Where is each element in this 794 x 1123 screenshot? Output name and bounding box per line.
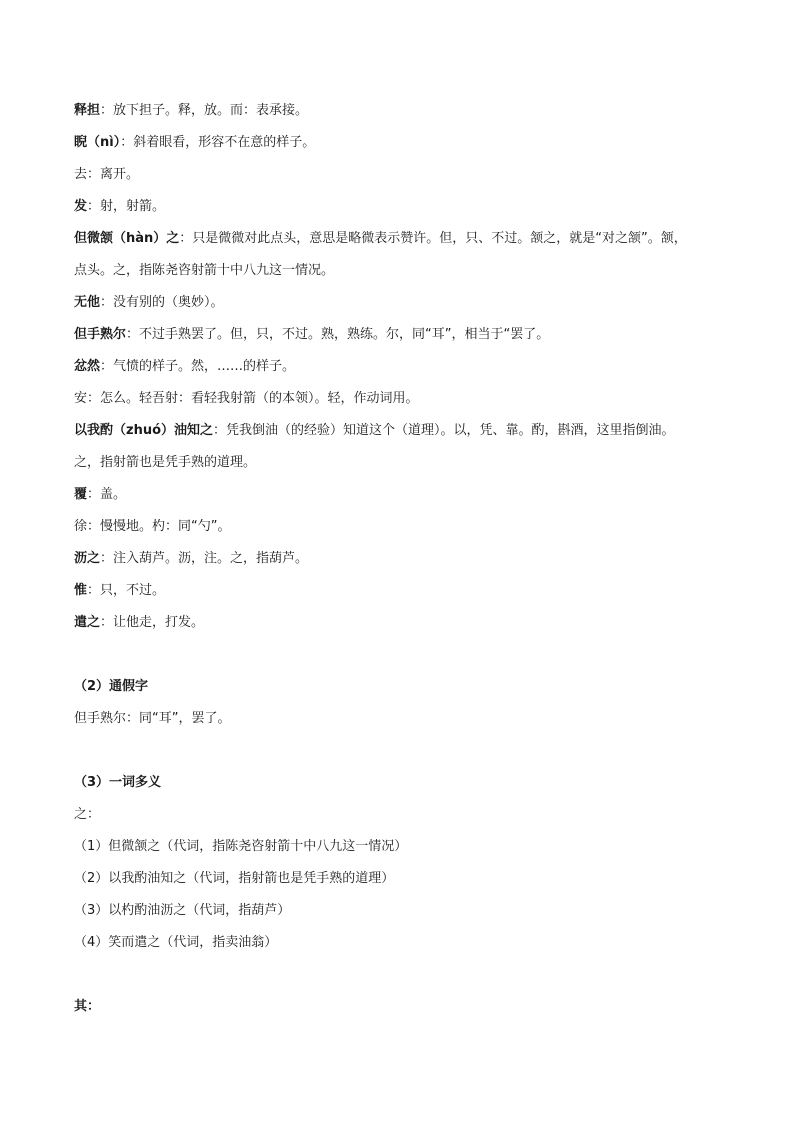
- glossary-line: [74, 421, 675, 441]
- glossary-line: [74, 229, 687, 249]
- glossary-line: [74, 325, 549, 345]
- definition: 安：怎么。轻吾射：看轻我射箭（的本领）。轻，作动词用。: [74, 391, 419, 406]
- term: 但手熟尔: [74, 327, 127, 342]
- yiciduoyi-item: （4）笑而遣之（代词，指卖油翁）: [74, 935, 278, 950]
- term: 睨（nì）: [74, 135, 121, 150]
- glossary-line: [74, 485, 126, 505]
- term: 遣之: [74, 615, 101, 630]
- glossary-line: [74, 197, 165, 217]
- glossary-line: [74, 581, 165, 601]
- definition: ：离开。: [87, 167, 140, 182]
- term: 覆: [74, 487, 88, 502]
- section-heading-tongjiazi: （2）通假字: [74, 679, 149, 694]
- definition: ：射，射箭。: [87, 199, 166, 214]
- tongjiazi-content: 但手熟尔：同“耳”，罢了。: [74, 711, 231, 726]
- yiciduoyi-item: （3）以杓酌油沥之（代词，指葫芦）: [74, 903, 291, 918]
- definition: 之，指射箭也是凭手熟的道理。: [74, 455, 257, 470]
- glossary-line: [74, 613, 204, 633]
- glossary-line: [74, 261, 334, 281]
- term: 释担: [74, 103, 101, 118]
- yiciduoyi-item: （2）以我酌油知之（代词，指射箭也是凭手熟的道理）: [74, 871, 395, 886]
- glossary-line: [74, 389, 419, 409]
- term: 发: [74, 199, 88, 214]
- glossary-line: [74, 165, 139, 185]
- glossary-line: [74, 517, 230, 537]
- term: 去: [74, 167, 88, 182]
- definition: ：不过手熟罢了。但，只，不过。熟，熟练。尔，同“耳”，相当于“罢了。: [126, 327, 550, 342]
- section-heading-yiciduoyi: （3）一词多义: [74, 775, 162, 790]
- glossary-line: [74, 549, 308, 569]
- definition: ：让他走，打发。: [100, 615, 205, 630]
- glossary-line: [74, 293, 224, 313]
- definition: ：凭我倒油（的经验）知道这个（道理）。以，凭、靠。酌，斟酒，这里指倒油。: [213, 423, 675, 438]
- definition: ：只，不过。: [87, 583, 166, 598]
- term: 沥之: [74, 551, 101, 566]
- definition: ：没有别的（奥妙）。: [100, 295, 224, 310]
- qi-label: 其：: [74, 999, 101, 1014]
- term: 以我酌（zhuó）油知之: [74, 423, 214, 438]
- definition: ：盖。: [87, 487, 127, 502]
- yiciduoyi-item: （1）但微颔之（代词，指陈尧咨射箭十中八九这一情况）: [74, 839, 408, 854]
- definition: 徐：慢慢地。杓：同“勺”。: [74, 519, 231, 534]
- term: 无他: [74, 295, 101, 310]
- definition: ：注入葫芦。沥，注。之，指葫芦。: [100, 551, 309, 566]
- term: 但微颔（hàn）之: [74, 231, 180, 246]
- term: 忿然: [74, 359, 101, 374]
- definition: ：放下担子。释，放。而：表承接。: [100, 103, 309, 118]
- definition: ：气愤的样子。然，……的样子。: [100, 359, 296, 374]
- glossary-line: [74, 133, 315, 153]
- definition: ：只是微微对此点头，意思是略微表示赞许。但，只、不过。颔之，就是“对之颔”。颔，: [179, 231, 687, 246]
- definition: 点头。之，指陈尧咨射箭十中八九这一情况。: [74, 263, 335, 278]
- yiciduoyi-subheading: 之：: [74, 807, 101, 822]
- definition: ：斜着眼看，形容不在意的样子。: [120, 135, 316, 150]
- glossary-line: [74, 101, 308, 121]
- glossary-line: [74, 357, 295, 377]
- term: 惟: [74, 583, 88, 598]
- glossary-line: [74, 453, 256, 473]
